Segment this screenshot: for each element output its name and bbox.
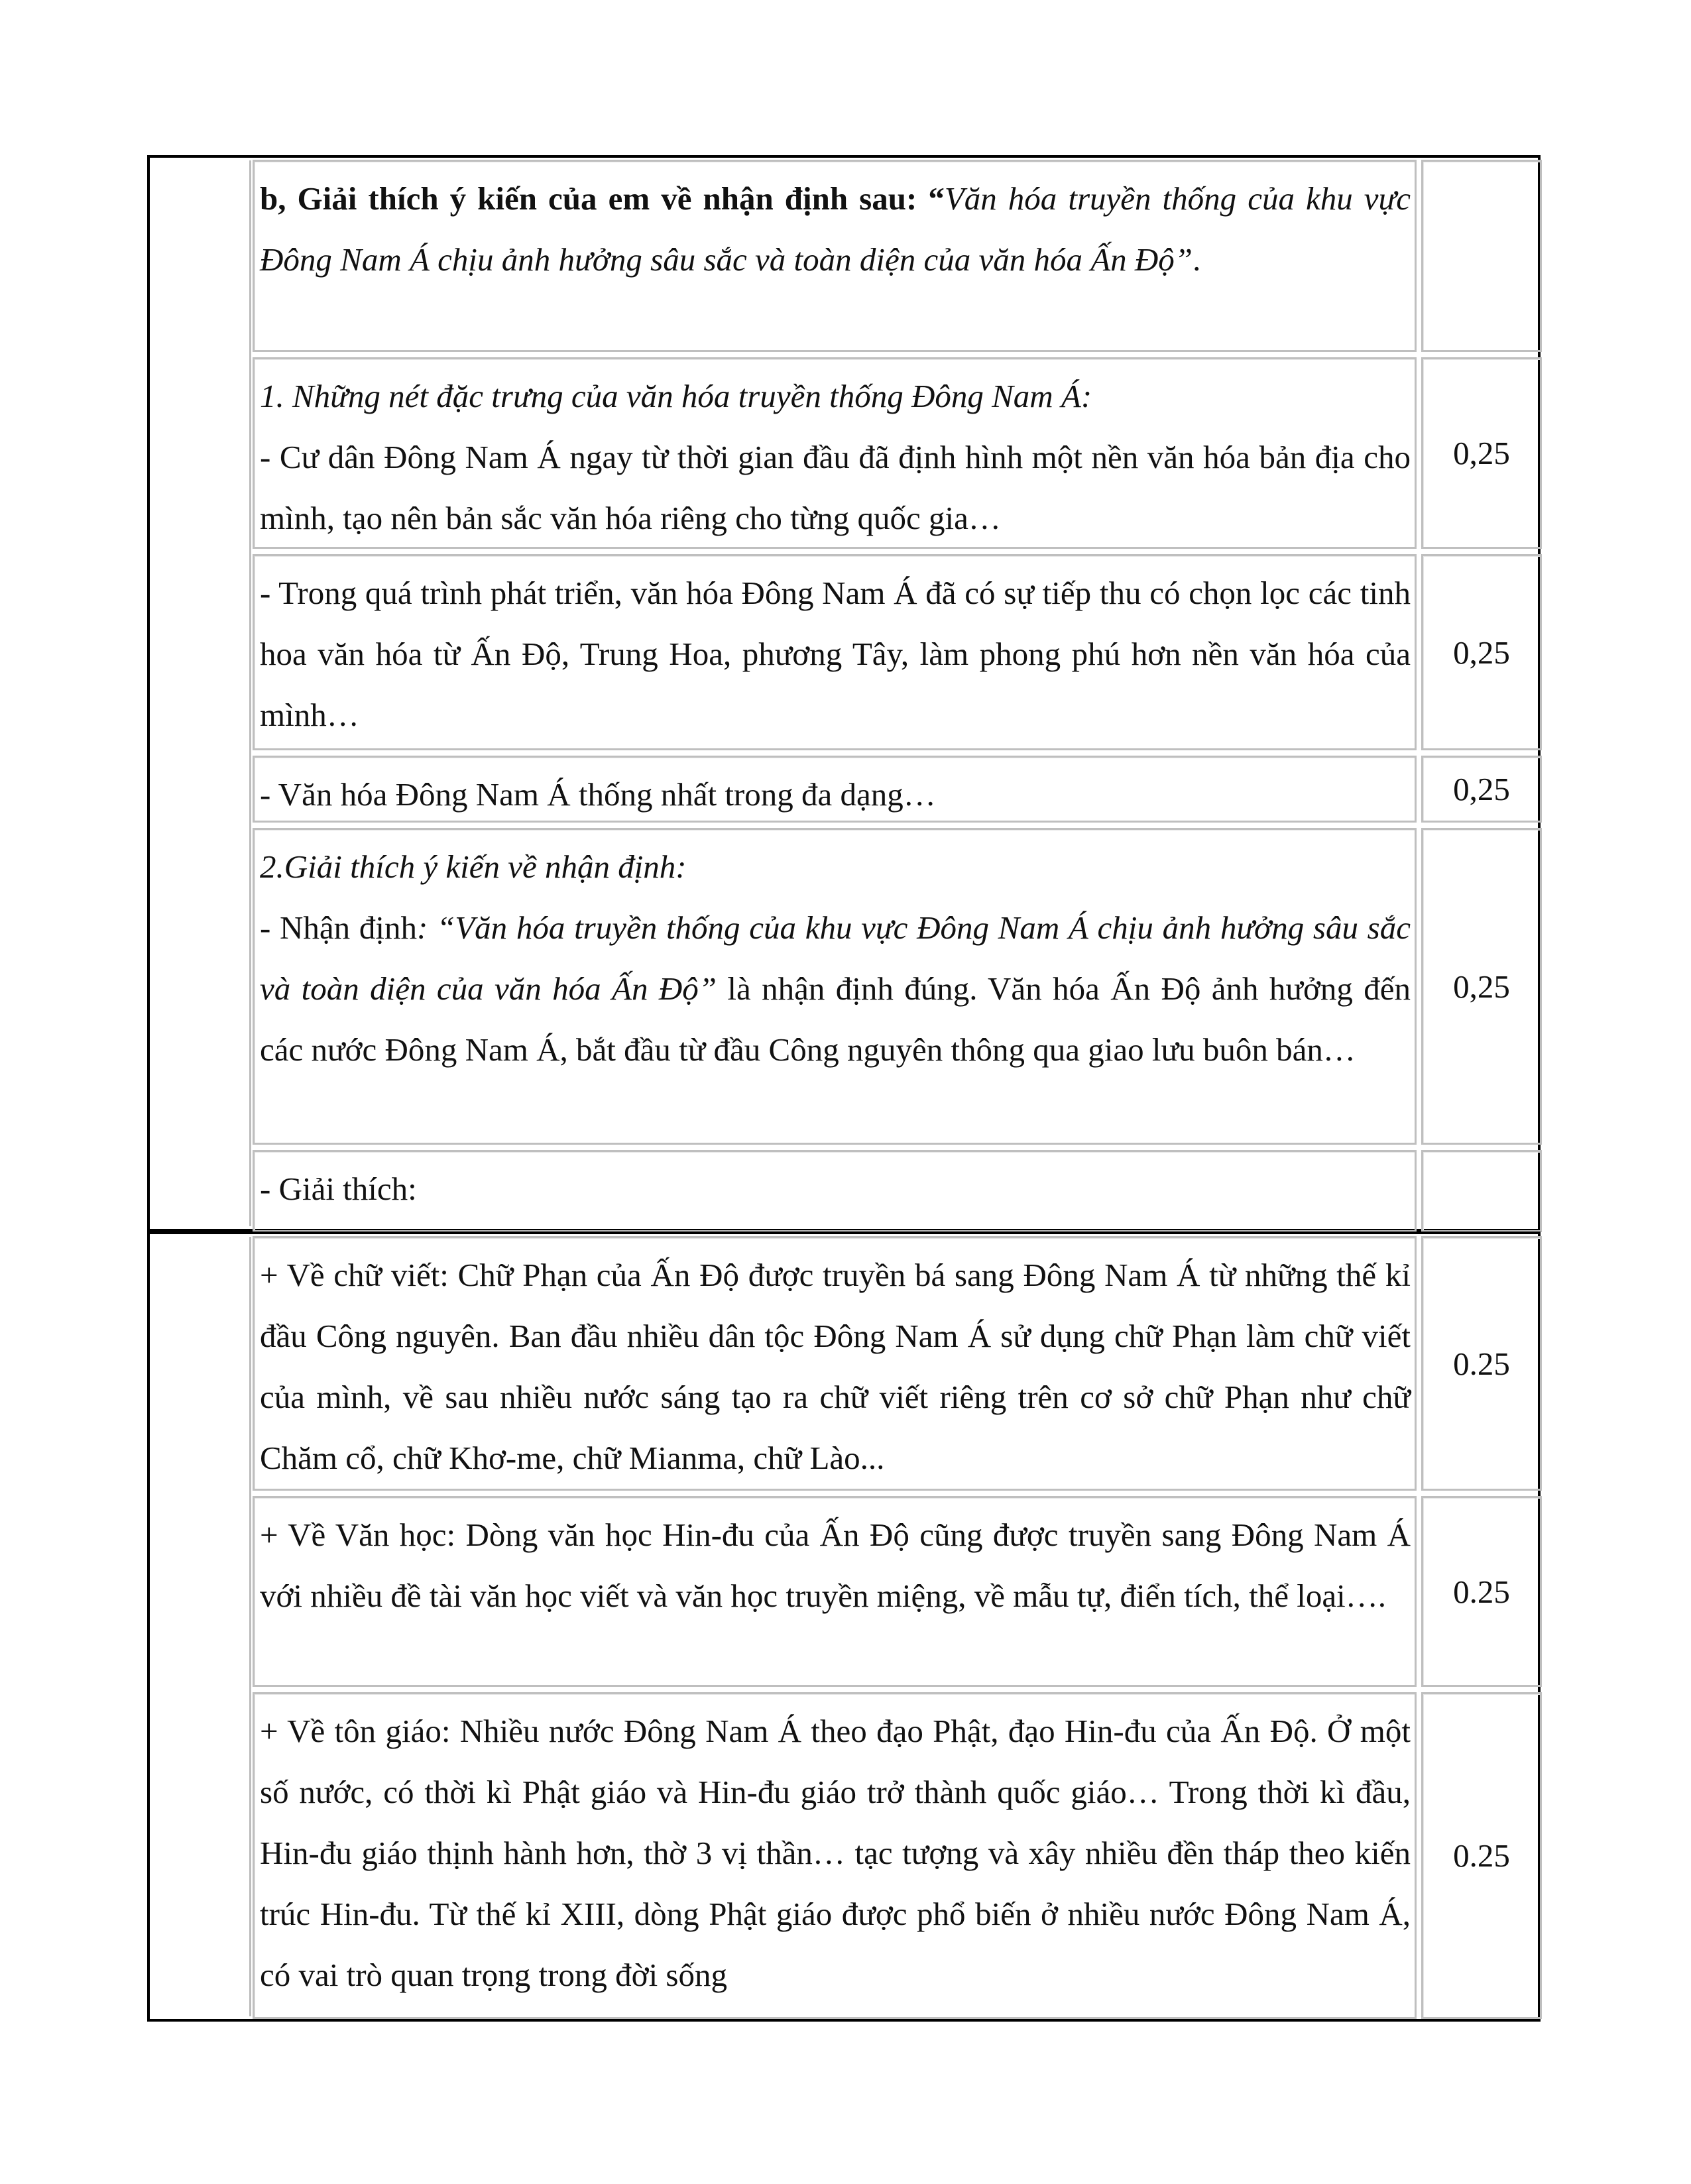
score-cell — [1421, 756, 1542, 823]
answer-text: - Cư dân Đông Nam Á ngay từ thời gian đầu đã định hình một nền văn hóa bản địa cho mình, tạo nên bản sắc văn hóa riêng cho từng quốc gia… — [260, 439, 1411, 536]
answer-text: - Văn hóa Đông Nam Á thống nhất trong đa dạng… — [260, 776, 936, 813]
answer-cell — [253, 554, 1417, 750]
question-end: . — [1193, 241, 1201, 278]
score-cell — [1421, 554, 1542, 750]
answer-cell — [253, 357, 1417, 549]
answer-cell — [253, 828, 1417, 1145]
answer-cell — [253, 1692, 1417, 2019]
score-cell — [1421, 828, 1542, 1145]
score-cell — [1421, 1236, 1542, 1491]
answer-text: - Trong quá trình phát triển, văn hóa Đông Nam Á đã có sự tiếp thu có chọn lọc các tinh hoa văn hóa từ Ấn Độ, Trung Hoa, phương Tây, làm phong phú hơn nền văn hóa của mình… — [260, 575, 1411, 733]
answer-cell — [253, 1236, 1417, 1491]
score-value: 0.25 — [1453, 1837, 1510, 1874]
index-column — [150, 1234, 251, 2019]
question-quote: Văn hóa truyền thống của khu vực Đông Nam Á chịu ảnh hưởng sâu sắc và toàn diện của văn hóa Ấn Độ” — [260, 180, 1411, 278]
answer-table-part-1 — [147, 155, 1541, 1232]
answer-text: - Giải thích: — [260, 1171, 417, 1207]
answer-cell — [253, 1150, 1417, 1232]
answer-text-religion: + Về tôn giáo: Nhiều nước Đông Nam Á theo đạo Phật, đạo Hin-đu của Ấn Độ. Ở một số nước, có thời kì Phật giáo và Hin-đu giáo trở thành quốc giáo… Trong thời kì đầu, Hin-đu giáo thịnh hành hơn, thờ 3 vị thần… tạc tượng và xây nhiều đền tháp theo kiến trúc Hin-đu. Từ thế kỉ XIII, dòng Phật giáo được phổ biến ở nhiều nước Đông Nam Á, có vai trò quan trọng trong đời sống — [260, 1713, 1411, 1993]
statement-prefix: - Nhận định — [260, 909, 417, 946]
answer-cell — [253, 756, 1417, 823]
score-value: 0.25 — [1453, 1573, 1510, 1610]
section-heading-2: 2.Giải thích ý kiến về nhận định: — [260, 848, 687, 885]
answer-table-part-2 — [147, 1232, 1541, 2022]
score-value: 0,25 — [1453, 634, 1510, 671]
score-cell-empty — [1421, 160, 1542, 352]
statement-quote: : “Văn hóa truyền thống của khu vực Đông Nam Á chịu ảnh hưởng sâu sắc và toàn diện của văn hóa Ấn Độ” — [260, 909, 1411, 1007]
score-cell-empty — [1421, 1150, 1542, 1232]
question-cell — [253, 160, 1417, 352]
score-value: 0,25 — [1453, 435, 1510, 471]
answer-text-literature: + Về Văn học: Dòng văn học Hin-đu của Ấn Độ cũng được truyền sang Đông Nam Á với nhiều đề tài văn học viết và văn học truyền miệng, về mẫu tự, điển tích, thể loại…. — [260, 1517, 1411, 1614]
score-value: 0,25 — [1453, 968, 1510, 1005]
question-label: b, Giải thích ý kiến của em về nhận định sau: “ — [260, 180, 945, 217]
answer-cell — [253, 1496, 1417, 1687]
index-column — [150, 158, 251, 1229]
score-cell — [1421, 357, 1542, 549]
score-value: 0.25 — [1453, 1345, 1510, 1382]
statement-rest: là nhận định đúng. Văn hóa Ấn Độ ảnh hưởng đến các nước Đông Nam Á, bắt đầu từ đầu Công nguyên thông qua giao lưu buôn bán… — [260, 970, 1411, 1068]
section-heading-1: 1. Những nét đặc trưng của văn hóa truyền thống Đông Nam Á: — [260, 378, 1092, 414]
score-value: 0,25 — [1453, 771, 1510, 807]
answer-text-writing: + Về chữ viết: Chữ Phạn của Ấn Độ được truyền bá sang Đông Nam Á từ những thế kỉ đầu Công nguyên. Ban đầu nhiều dân tộc Đông Nam Á sử dụng chữ Phạn làm chữ viết của mình, về sau nhiều nước sáng tạo ra chữ viết riêng trên cơ sở chữ Phạn như chữ Chăm cổ, chữ Khơ-me, chữ Mianma, chữ Lào... — [260, 1257, 1411, 1476]
score-cell — [1421, 1692, 1542, 2019]
score-cell — [1421, 1496, 1542, 1687]
